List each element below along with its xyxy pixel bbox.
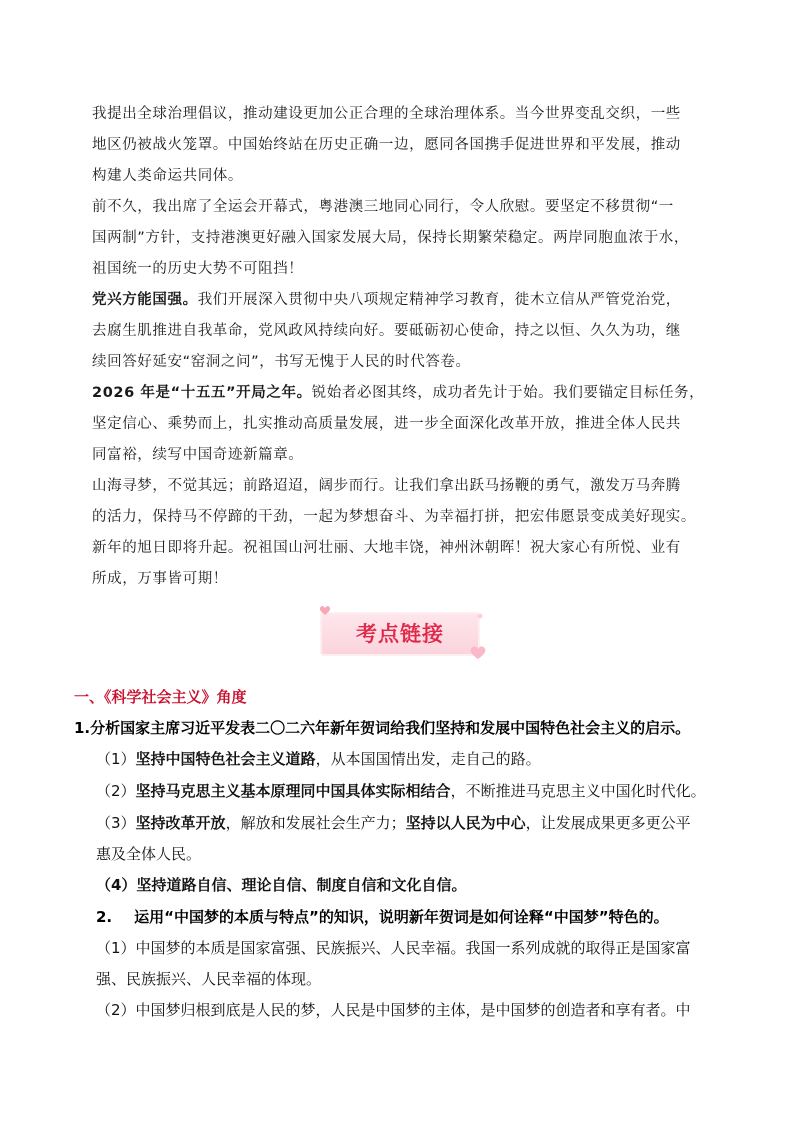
answer-number: （3） bbox=[96, 814, 136, 832]
section-banner bbox=[320, 612, 480, 656]
speech-line: 前不久，我出席了全运会开幕式，粤港澳三地同心同行，令人欣慰。要坚定不移贯彻“一 bbox=[92, 199, 674, 215]
answer-key-point: 坚持改革开放 bbox=[135, 814, 226, 832]
speech-line: 的活力，保持马不停蹄的干劲，一起为梦想奋斗、为幸福打拼，把宏伟愿景变成美好现实。 bbox=[92, 509, 696, 525]
speech-line: 新年的旭日即将升起。祝祖国山河壮丽、大地丰饶，神州沐朝晖！祝大家心有所悦、业有 bbox=[92, 540, 681, 556]
heart-icon bbox=[468, 642, 488, 662]
sparkle-icon bbox=[476, 612, 484, 620]
answer-1-2 bbox=[96, 780, 706, 801]
speech-line: 坚定信心、乘势而上，扎实推动高质量发展，进一步全面深化改革开放，推进全体人民共 bbox=[92, 416, 681, 432]
speech-line: 我提出全球治理倡议，推动建设更加公正合理的全球治理体系。当今世界变乱交织，一些 bbox=[92, 106, 681, 122]
question-number: 2. bbox=[96, 908, 113, 926]
answer-number: （1） bbox=[96, 750, 136, 768]
speech-line: 国两制”方针，支持港澳更好融入国家发展大局，保持长期繁荣稳定。两岸同胞血浓于水， bbox=[92, 230, 690, 246]
speech-line: 山海寻梦，不觉其远；前路迢迢，阔步而行。让我们拿出跃马扬鞭的勇气，激发万马奔腾 bbox=[92, 478, 681, 494]
speech-line: 构建人类命运共同体。 bbox=[92, 168, 243, 184]
banner-title: 考点链接 bbox=[356, 622, 444, 646]
speech-line: 祖国统一的历史大势不可阻挡！ bbox=[92, 261, 304, 277]
answer-text: ，从本国国情出发，走自己的路。 bbox=[315, 750, 541, 768]
answer-text: ，让发展成果更多更公平 bbox=[525, 814, 691, 832]
speech-paragraph-line bbox=[92, 288, 681, 309]
speech-line: 地区仍被战火笼罩。中国始终站在历史正确一边，愿同各国携手促进世界和平发展，推动 bbox=[92, 137, 681, 153]
answer-key-point: 坚持中国特色社会主义道路 bbox=[135, 750, 316, 768]
speech-paragraph-line bbox=[92, 381, 704, 402]
answer-2-2: （2）中国梦归根到底是人民的梦，人民是中国梦的主体，是中国梦的创造者和享有者。中 bbox=[96, 1001, 691, 1019]
heart-icon bbox=[318, 603, 332, 617]
answer-1-3 bbox=[96, 812, 691, 833]
answer-1-3-cont: 惠及全体人民。 bbox=[96, 845, 202, 863]
answer-number: （2） bbox=[96, 782, 136, 800]
speech-line: 同富裕，续写中国奇迹新篇章。 bbox=[92, 447, 304, 463]
answer-key-point: 坚持马克思主义基本原理同中国具体实际相结合 bbox=[135, 782, 451, 800]
speech-line: 去腐生肌推进自我革命，党风政风持续向好。要砥砺初心使命，持之以恒、久久为功，继 bbox=[92, 323, 681, 339]
speech-bold-lead: 党兴方能国强。 bbox=[92, 292, 198, 308]
speech-text: 我们开展深入贯彻中央八项规定精神学习教育，徙木立信从严管党治党， bbox=[197, 292, 681, 308]
answer-2-1-cont: 强、民族振兴、人民幸福的体现。 bbox=[96, 970, 322, 988]
answer-1-4 bbox=[96, 874, 466, 895]
question-1: 1.分析国家主席习近平发表二〇二六年新年贺词给我们坚持和发展中国特色社会主义的启示。 bbox=[74, 719, 691, 737]
answer-key-point: 坚持以人民为中心 bbox=[405, 814, 526, 832]
section-title: 一、《科学社会主义》角度 bbox=[74, 688, 247, 706]
question-text: 运用“中国梦的本质与特点”的知识，说明新年贺词是如何诠释“中国梦”特色的。 bbox=[134, 908, 669, 926]
answer-text: ，解放和发展社会生产力； bbox=[225, 814, 406, 832]
answer-key-point: （4）坚持道路自信、理论自信、制度自信和文化自信。 bbox=[96, 876, 467, 894]
speech-bold-lead: 2026 年是“十五五”开局之年。 bbox=[92, 385, 312, 401]
answer-text: ，不断推进马克思主义中国化时代化。 bbox=[450, 782, 706, 800]
answer-2-1: （1）中国梦的本质是国家富强、民族振兴、人民幸福。我国一系列成就的取得正是国家富 bbox=[96, 939, 691, 957]
question-2 bbox=[96, 906, 669, 927]
speech-text: 锐始者必图其终，成功者先计于始。我们要锚定目标任务， bbox=[311, 385, 705, 401]
speech-line: 所成，万事皆可期！ bbox=[92, 571, 228, 587]
speech-line: 续回答好延安“窑洞之问”，书写无愧于人民的时代答卷。 bbox=[92, 354, 471, 370]
answer-1-1 bbox=[96, 748, 541, 769]
